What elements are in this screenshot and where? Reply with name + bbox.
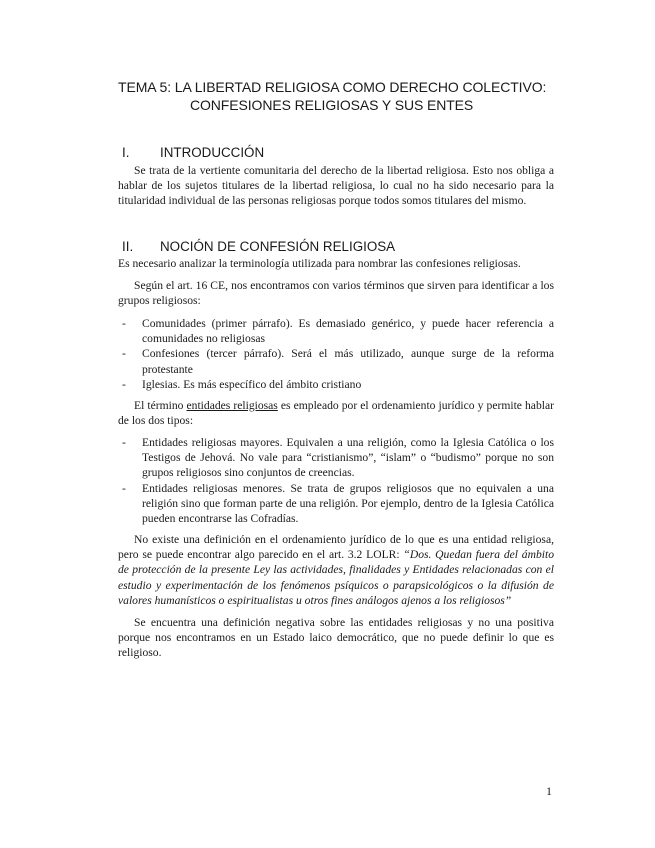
terms-list-block bbox=[118, 316, 554, 392]
section-heading-introduccion bbox=[122, 145, 264, 161]
art16-block bbox=[118, 278, 554, 308]
section-number: I. bbox=[122, 145, 130, 160]
entidades-paragraph bbox=[118, 398, 554, 428]
entidades-post: es empleado por el ordenamiento jurídico y permite hablar de los dos tipos: bbox=[118, 399, 554, 428]
list-item: - Comunidades (primer párrafo). Es demasiado genérico, y puede hacer referencia a comunidades no religiosas bbox=[118, 316, 554, 346]
introduccion-paragraph-block bbox=[118, 163, 554, 209]
list-item: - Iglesias. Es más específico del ámbito cristiano bbox=[118, 377, 554, 392]
art16-paragraph: Según el art. 16 CE, nos encontramos con varios términos que sirven para identificar a los grupos religiosos: bbox=[118, 279, 554, 308]
terms-list bbox=[118, 316, 554, 392]
entidades-types-list bbox=[118, 435, 554, 526]
negativa-block bbox=[118, 615, 554, 661]
nocion-intro-block bbox=[118, 256, 554, 271]
section-heading-nocion bbox=[122, 239, 395, 255]
section-title: NOCIÓN DE CONFESIÓN RELIGIOSA bbox=[160, 239, 396, 254]
list-item: - Entidades religiosas mayores. Equivalen a una religión, como la Iglesia Católica o los Testigos de Jehová. No vale para “cristianismo”, “islam” o “budismo” porque no son grupos religiosos sino conjuntos de creencias. bbox=[118, 435, 554, 481]
negativa-paragraph: Se encuentra una definición negativa sobre las entidades religiosas y no una positiva porque nos encontramos en un Estado laico democrático, que no puede definir lo que es religioso. bbox=[118, 616, 554, 660]
list-item: - Entidades religiosas menores. Se trata de grupos religiosos que no equivalen a una religión sino que forman parte de una religión. Por ejemplo, dentro de la Iglesia Católica pueden encontrarse las Cofradías. bbox=[118, 481, 554, 527]
definicion-block bbox=[118, 532, 554, 608]
definicion-paragraph bbox=[118, 532, 554, 608]
title-line-2: CONFESIONES RELIGIOSAS Y SUS ENTES bbox=[190, 97, 474, 113]
title-line-1: TEMA 5: LA LIBERTAD RELIGIOSA COMO DERECHO COLECTIVO: bbox=[118, 79, 547, 95]
section-number: II. bbox=[122, 239, 134, 254]
list-item: - Confesiones (tercer párrafo). Será el más utilizado, aunque surge de la reforma protestante bbox=[118, 346, 554, 376]
definicion-quote: “Dos. Quedan fuera del ámbito de protección de la presente Ley las actividades, finalidades y Entidades relacionadas con el estudio y experimentación de los fenómenos psíquicos o parapsicológicos o la difusión de valores humanísticos o espiritualistas u otros fines análogos ajenos a los religiosos” bbox=[118, 548, 554, 607]
entidades-pre: El término bbox=[134, 399, 187, 412]
definicion-plain: No existe una definición en el ordenamiento jurídico de lo que es una entidad religiosa, pero se puede encontrar algo parecido en el art. 3.2 LOLR: bbox=[118, 533, 554, 562]
nocion-intro-paragraph: Es necesario analizar la terminología utilizada para nombrar las confesiones religiosas. bbox=[118, 257, 521, 270]
page-number: 1 bbox=[546, 784, 552, 798]
introduccion-paragraph: Se trata de la vertiente comunitaria del derecho de la libertad religiosa. Esto nos obliga a hablar de los sujetos titulares de la libertad religiosa, lo cual no ha sido necesario para la titularidad individual de las personas religiosas porque todos somos titulares del mismo. bbox=[118, 164, 554, 208]
entidades-block bbox=[118, 398, 554, 428]
entidades-term-underlined: entidades religiosas bbox=[186, 399, 278, 412]
entidades-list-block bbox=[118, 435, 554, 526]
document-title bbox=[118, 78, 588, 114]
section-title: INTRODUCCIÓN bbox=[160, 145, 265, 160]
